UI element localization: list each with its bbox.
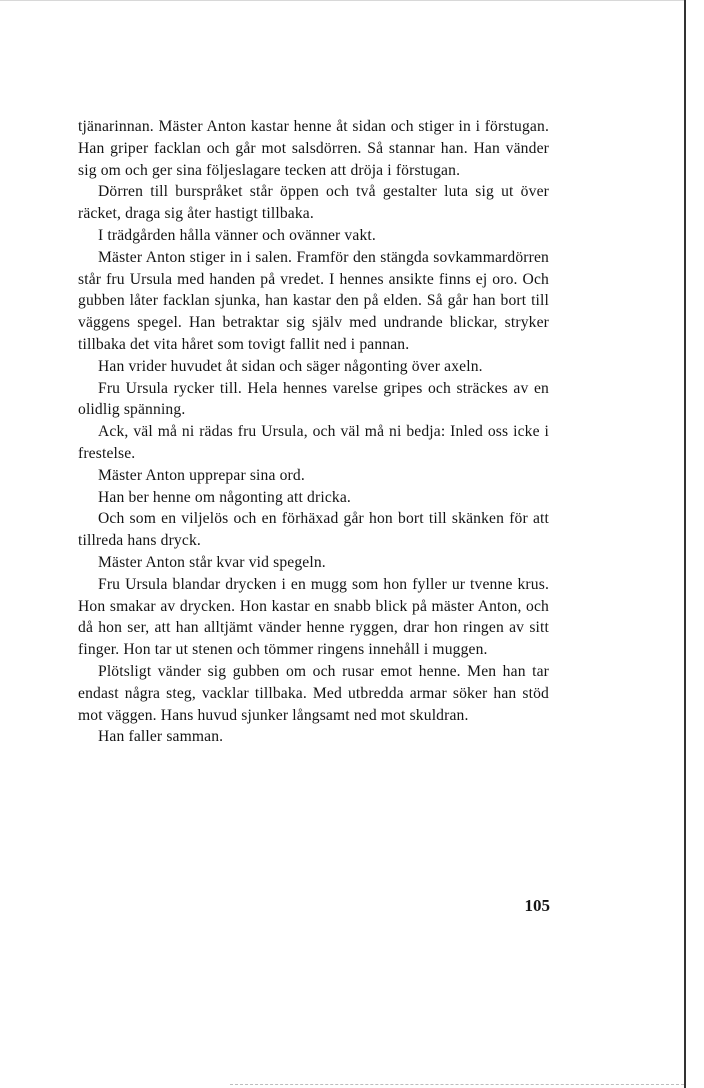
paragraph: Ack, väl må ni rädas fru Ursula, och väl må ni bedja: Inled oss icke i frestelse. <box>78 423 549 462</box>
paragraph: Dörren till burspråket står öppen och två gestalter luta sig ut över räcket, draga sig åter hastigt tillbaka. <box>78 183 549 223</box>
paragraph: Mäster Anton stiger in i salen. Framför den stängda sovkammardörren står fru Ursula med handen på vredet. I hennes ansikte finns ej oro. Och gubben låter facklan sjunka, han kastar den på elden. Så går han bort till väggens spegel. Han betraktar sig själv med undrande blickar, stryker tillbaka det vita håret som tovigt fallit ned i pannan. <box>78 248 549 353</box>
paragraph: Han ber henne om någonting att dricka. <box>98 488 351 506</box>
paragraph: Fru Ursula blandar drycken i en mugg som hon fyller ur tvenne krus. Hon smakar av drycken. Hon kastar en snabb blick på mäster Anton, och då hon ser, att han alltjämt vänder henne ryggen, drar hon ringen av sitt finger. Hon tar ut stenen och tömmer ringens innehåll i muggen. <box>78 575 549 659</box>
body-text <box>78 116 549 748</box>
paragraph: Han faller samman. <box>98 728 224 746</box>
scan-edge-right <box>684 0 686 1088</box>
page-number: 105 <box>524 896 550 915</box>
paragraph: Mäster Anton står kvar vid spegeln. <box>98 553 326 571</box>
paragraph: Han vrider huvudet åt sidan och säger någonting över axeln. <box>98 357 483 375</box>
scan-edge-bottom <box>230 1084 684 1085</box>
paragraph: Plötsligt vänder sig gubben om och rusar emot henne. Men han tar endast några steg, vacklar tillbaka. Med utbredda armar söker han stöd mot väggen. Hans huvud sjunker långsamt ned mot skuldran. <box>78 662 549 724</box>
paragraph: I trädgården hålla vänner och ovänner vakt. <box>98 226 376 244</box>
scan-edge-top <box>0 0 684 1</box>
paragraph: tjänarinnan. Mäster Anton kastar henne åt sidan och stiger in i förstugan. Han griper facklan och går mot salsdörren. Så stannar han. Han vänder sig om och ger sina följeslagare tecken att dröja i förstugan. <box>78 118 549 179</box>
paragraph: Mäster Anton upprepar sina ord. <box>98 466 305 484</box>
paragraph: Fru Ursula rycker till. Hela hennes varelse gripes och sträckes av en olidlig spänning. <box>78 379 549 419</box>
paragraph: Och som en viljelös och en förhäxad går hon bort till skänken för att tillreda hans dryck. <box>78 510 549 550</box>
